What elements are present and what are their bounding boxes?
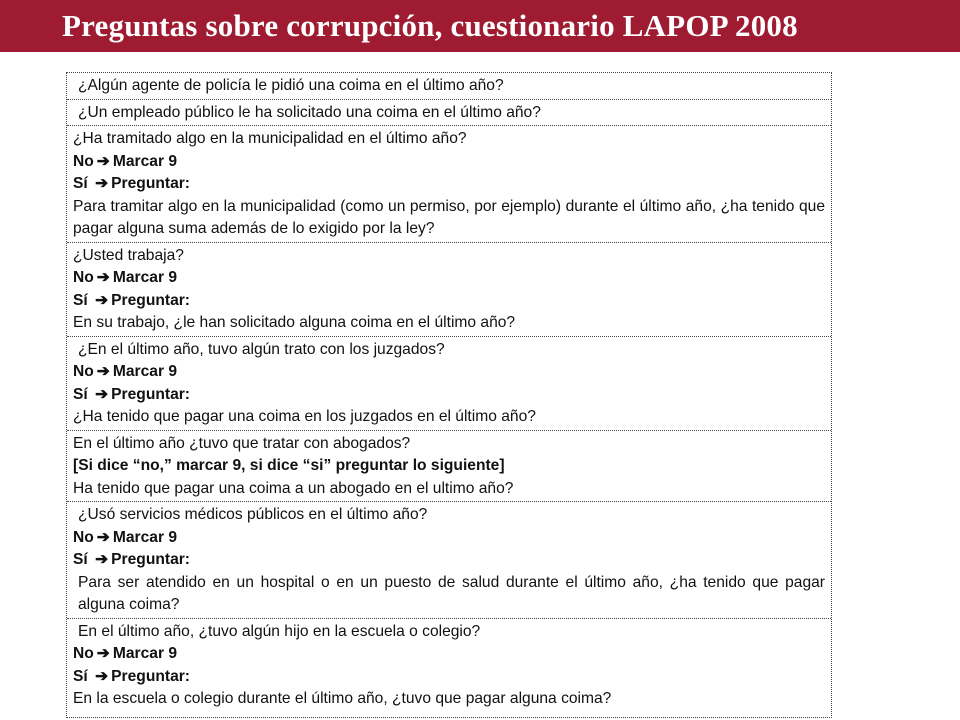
question-row-courts <box>67 337 831 431</box>
follow-up-question: En la escuela o colegio durante el último año, ¿tuvo que pagar alguna coima? <box>73 690 612 707</box>
arrow-right-icon: ➔ <box>95 175 109 192</box>
no-action: Marcar 9 <box>112 152 178 170</box>
arrow-right-icon: ➔ <box>96 645 110 662</box>
title-bar <box>0 0 960 52</box>
si-label: Sí <box>73 551 88 568</box>
no-label: No <box>73 152 94 170</box>
arrow-right-icon: ➔ <box>95 551 109 568</box>
follow-up-question: Para ser atendido en un hospital o en un puesto de salud durante el último año, ¿ha tenido que pagar alguna coima? <box>78 573 825 613</box>
question-row-public-employee <box>67 100 831 127</box>
si-label: Sí <box>73 291 88 309</box>
si-label: Sí <box>73 667 88 685</box>
question-text: ¿Ha tramitado algo en la municipalidad en el último año? <box>73 130 467 147</box>
interviewer-instruction: [Si dice “no,” marcar 9, si dice “si” preguntar lo siguiente] <box>73 457 505 474</box>
no-label: No <box>73 645 94 662</box>
si-action: Preguntar: <box>111 551 191 568</box>
question-text: ¿Algún agente de policía le pidió una coima en el último año? <box>78 77 504 94</box>
question-text: ¿Usted trabaja? <box>73 246 184 264</box>
question-row-medical <box>67 502 831 619</box>
si-label: Sí <box>73 175 88 192</box>
page-title: Preguntas sobre corrupción, cuestionario LAPOP 2008 <box>62 8 798 43</box>
si-branch <box>73 666 825 689</box>
si-branch <box>73 173 825 196</box>
si-branch <box>73 290 825 313</box>
no-action: Marcar 9 <box>112 269 178 286</box>
no-branch <box>73 267 825 290</box>
follow-up-question: Para tramitar algo en la municipalidad (como un permiso, por ejemplo) durante el último año, ¿ha tenido que pagar alguna suma además de lo exigido por la ley? <box>73 197 825 237</box>
question-row-lawyers <box>67 431 831 503</box>
question-text: ¿Usó servicios médicos públicos en el último año? <box>78 506 428 523</box>
questions-table <box>66 72 832 718</box>
follow-up-question: Ha tenido que pagar una coima a un abogado en el ultimo año? <box>73 479 514 497</box>
arrow-right-icon: ➔ <box>95 291 109 309</box>
no-action: Marcar 9 <box>112 645 178 662</box>
question-row-school <box>67 619 831 717</box>
question-text: En el último año, ¿tuvo algún hijo en la escuela o colegio? <box>78 622 481 640</box>
question-row-municipality <box>67 126 831 243</box>
si-branch <box>73 549 825 572</box>
si-action: Preguntar: <box>111 667 191 685</box>
question-text: ¿Un empleado público le ha solicitado una coima en el último año? <box>78 103 541 121</box>
arrow-right-icon: ➔ <box>96 528 110 546</box>
si-action: Preguntar: <box>111 385 191 403</box>
no-branch <box>73 361 825 384</box>
si-action: Preguntar: <box>111 291 191 309</box>
follow-up-question: ¿Ha tenido que pagar una coima en los juzgados en el último año? <box>73 408 536 425</box>
follow-up-question: En su trabajo, ¿le han solicitado alguna coima en el último año? <box>73 314 516 331</box>
arrow-right-icon: ➔ <box>96 269 110 286</box>
si-label: Sí <box>73 385 88 403</box>
no-branch <box>73 151 825 174</box>
question-row-work <box>67 243 831 337</box>
question-row-police <box>67 73 831 100</box>
si-action: Preguntar: <box>111 175 191 192</box>
no-branch <box>73 527 825 550</box>
no-branch <box>73 643 825 666</box>
no-action: Marcar 9 <box>112 363 178 380</box>
no-label: No <box>73 528 94 546</box>
si-branch <box>73 384 825 407</box>
no-label: No <box>73 269 94 286</box>
arrow-right-icon: ➔ <box>95 385 109 403</box>
arrow-right-icon: ➔ <box>96 152 110 170</box>
question-text: En el último año ¿tuvo que tratar con abogados? <box>73 434 411 452</box>
arrow-right-icon: ➔ <box>95 667 109 685</box>
question-text: ¿En el último año, tuvo algún trato con los juzgados? <box>78 340 445 358</box>
no-label: No <box>73 363 94 380</box>
no-action: Marcar 9 <box>112 528 178 546</box>
arrow-right-icon: ➔ <box>96 363 110 380</box>
